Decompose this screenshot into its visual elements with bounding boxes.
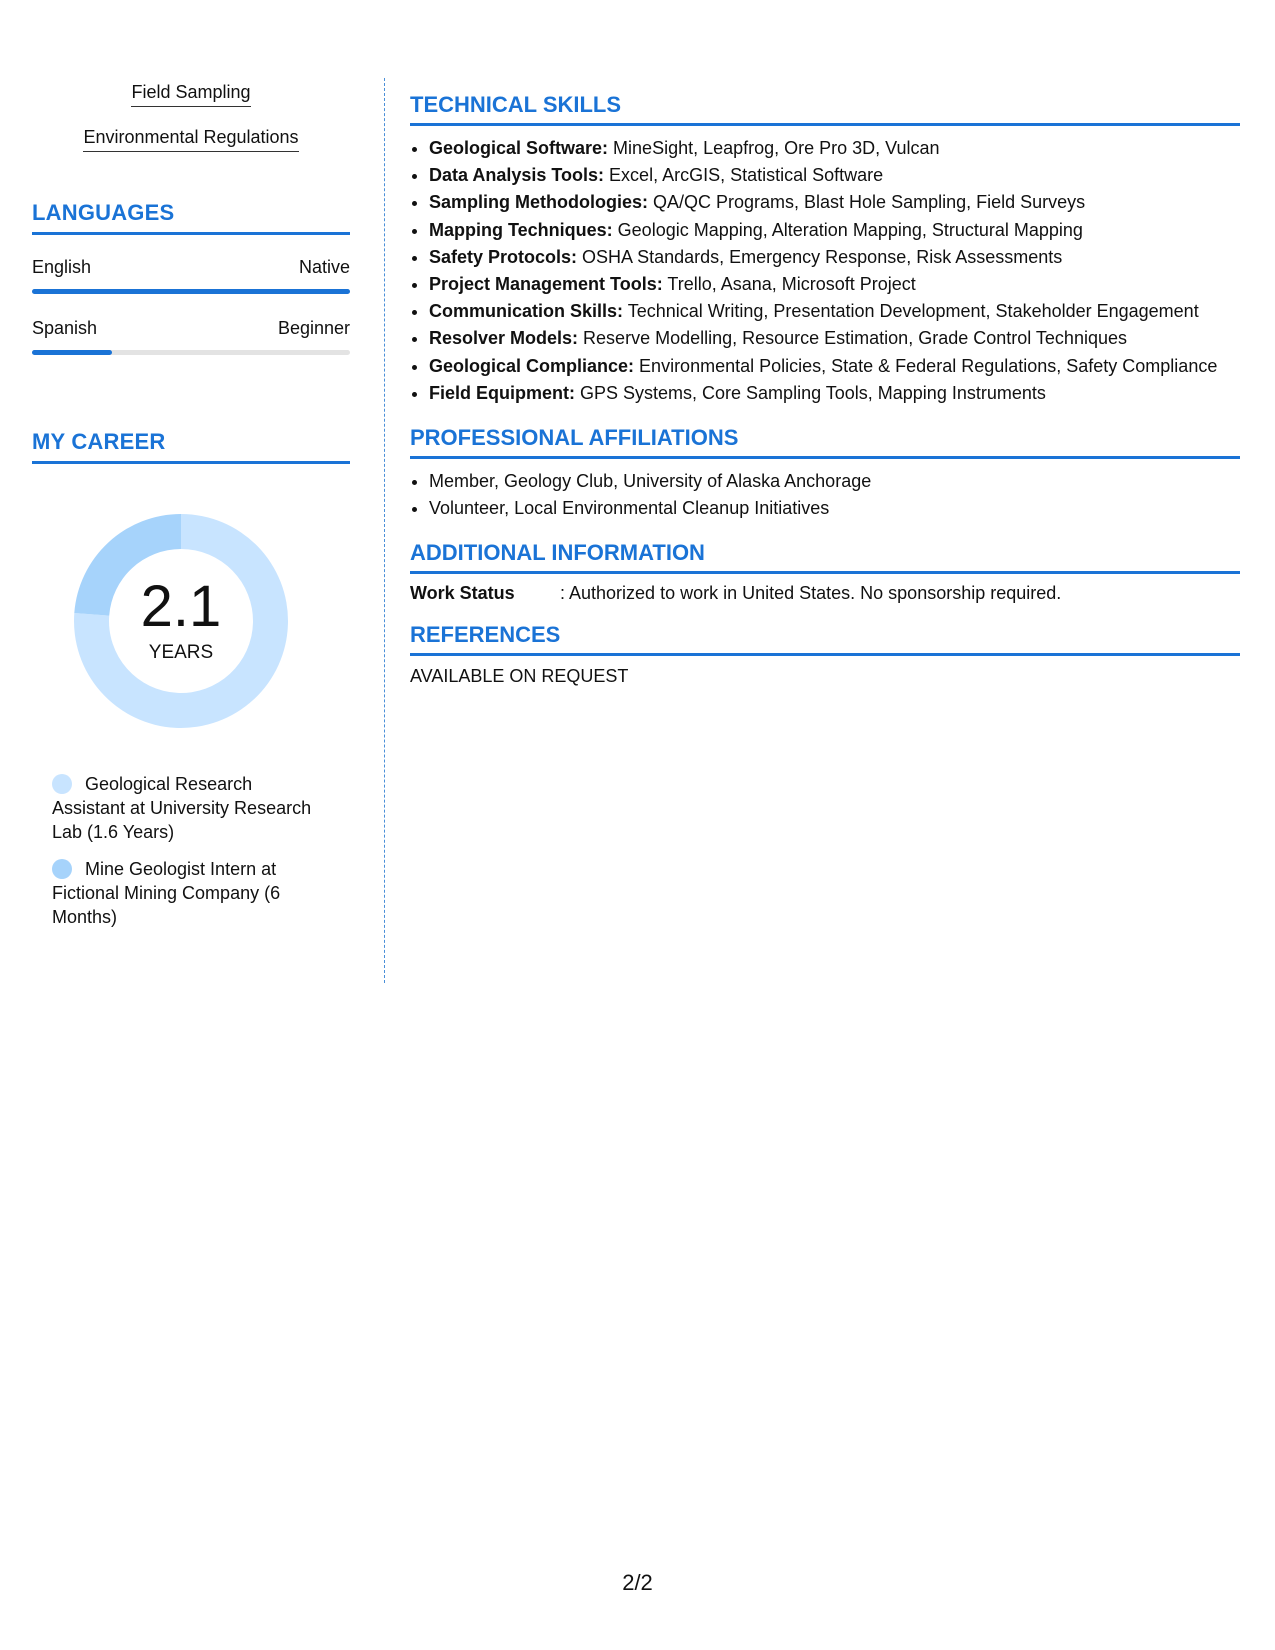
work-status-value: : Authorized to work in United States. No sponsorship required. [560,583,1062,604]
career-legend-label: Geological Research Assistant at University Research Lab (1.6 Years) [52,774,312,842]
references-text: AVAILABLE ON REQUEST [410,666,629,687]
technical-skill-item [429,298,1240,325]
language-level: Native [298,257,350,277]
career-legend-item [52,772,322,844]
skill-values: QA/QC Programs, Blast Hole Sampling, Field Surveys [648,192,1086,213]
page-number: 2/2 [622,1570,653,1595]
language-proficiency-bar [32,350,350,355]
language-proficiency-bar [32,289,350,294]
technical-skill-item [429,162,1240,189]
skill-tag: Field Sampling [131,82,250,107]
affiliations-heading: PROFESSIONAL AFFILIATIONS [410,425,1240,459]
skill-values: GPS Systems, Core Sampling Tools, Mapping Instruments [575,382,1046,403]
skill-category: Sampling Methodologies: [429,192,648,213]
technical-skill-item [429,135,1240,162]
technical-skill-item [429,271,1240,298]
career-total-value: 2.1 [140,574,222,639]
skill-values: OSHA Standards, Emergency Response, Risk Assessments [577,246,1063,267]
skill-category: Field Equipment: [429,382,575,403]
language-entry [32,257,350,294]
language-name: Spanish [32,318,98,338]
column-divider [384,78,385,983]
languages-heading: LANGUAGES [32,200,350,235]
language-level: Beginner [277,318,350,338]
technical-skill-item [429,244,1240,271]
technical-skill-item [429,217,1240,244]
skill-values: MineSight, Leapfrog, Ore Pro 3D, Vulcan [608,138,940,158]
skill-values: Geologic Mapping, Alteration Mapping, Structural Mapping [612,219,1083,240]
skill-category: Geological Software: [429,138,609,158]
affiliations-section [410,425,1240,522]
language-proficiency-fill [32,289,350,294]
skill-tag: Environmental Regulations [83,127,298,152]
legend-dot-icon [52,774,72,794]
skill-category: Geological Compliance: [429,355,635,376]
skill-category: Resolver Models: [429,328,579,349]
language-entry [32,318,350,355]
additional-info-heading: ADDITIONAL INFORMATION [410,540,1240,574]
language-name: English [32,257,92,277]
skill-values: Excel, ArcGIS, Statistical Software [604,165,884,186]
language-proficiency-fill [32,350,112,355]
skill-category: Mapping Techniques: [429,219,613,240]
affiliations-list [410,468,1240,522]
affiliation-item: • Member, Geology Club, University of Alaska Anchorage [429,468,1240,495]
languages-section [32,200,350,355]
technical-skills-section [410,92,1240,407]
affiliation-item: • Volunteer, Local Environmental Cleanup Initiatives [429,495,1240,522]
main-column [410,92,1240,705]
skill-values: Reserve Modelling, Resource Estimation, Grade Control Techniques [578,328,1127,349]
career-legend-label: Mine Geologist Intern at Fictional Mining Company (6 Months) [52,859,281,927]
technical-skill-item [429,353,1240,380]
career-heading: MY CAREER [32,429,350,464]
technical-skill-item [429,380,1240,407]
work-status-row [410,583,1240,604]
skill-category: Project Management Tools: [429,274,663,295]
legend-dot-icon [52,859,72,879]
technical-skills-heading: TECHNICAL SKILLS [410,92,1240,126]
skill-tags [32,82,350,172]
career-legend-item [52,857,322,929]
skill-category: Communication Skills: [429,301,624,322]
career-legend [52,772,322,929]
skill-values: Environmental Policies, State & Federal Regulations, Safety Compliance [634,355,1218,376]
references-heading: REFERENCES [410,622,1240,656]
skill-values: Technical Writing, Presentation Development, Stakeholder Engagement [623,301,1199,322]
skill-values: Trello, Asana, Microsoft Project [662,274,916,295]
technical-skill-item [429,325,1240,352]
technical-skills-list [410,135,1240,407]
career-total-unit: YEARS [148,642,214,663]
work-status-label: Work Status [410,583,515,604]
references-section [410,622,1240,687]
career-donut [66,506,296,736]
skill-category: Data Analysis Tools: [429,165,605,186]
technical-skill-item [429,189,1240,216]
skill-category: Safety Protocols: [429,246,578,267]
additional-info-section [410,540,1240,604]
sidebar [32,82,350,942]
career-section [32,429,350,929]
